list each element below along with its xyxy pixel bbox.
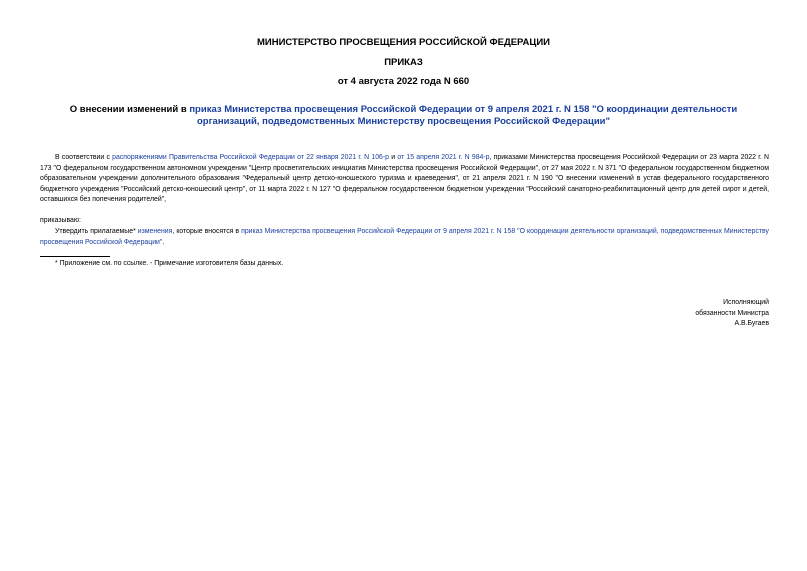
signature-line-2: обязанности Министра <box>695 309 769 317</box>
document-type: ПРИКАЗ <box>384 57 423 68</box>
footnote-divider <box>40 256 110 257</box>
approve-text-2: , которые вносятся в <box>172 228 242 235</box>
signature-block <box>695 298 769 330</box>
changes-link[interactable]: изменения <box>137 228 173 235</box>
title-order-link[interactable]: приказ Министерства просвещения Российской Федерации от 9 апреля 2021 г. N 158 "О координации деятельности организаций, подведомственных Министерству просвещения Российской Федерации" <box>189 104 738 127</box>
footnote: * Приложение см. по ссылке. - Примечание изготовителя базы данных. <box>55 260 284 267</box>
ministry-heading: МИНИСТЕРСТВО ПРОСВЕЩЕНИЯ РОССИЙСКОЙ ФЕДЕРАЦИИ <box>256 37 551 48</box>
title-prefix: О внесении изменений в <box>69 104 190 115</box>
government-orders-link[interactable]: распоряжениями Правительства Российской Федерации от 22 января 2021 г. N 106-р <box>112 154 389 161</box>
amended-order-link[interactable]: приказ Министерства просвещения Российской Федерации от 9 апреля 2021 г. N 158 "О координации деятельности организаций, подведомственных Министерству просвещения Российской Федерации" <box>40 228 769 246</box>
april-order-link[interactable]: от 15 апреля 2021 г. N 984-р <box>397 154 490 161</box>
document-date: от 4 августа 2022 года N 660 <box>337 76 470 87</box>
preamble-paragraph <box>40 153 769 206</box>
preamble-text-2: и <box>389 154 398 161</box>
document-title <box>40 104 767 128</box>
preamble-text-1: В соответствии с <box>55 154 113 161</box>
approve-text-1: Утвердить прилагаемые* <box>55 228 138 235</box>
approve-text-3: . <box>162 238 165 246</box>
signature-line-1: Исполняющий <box>723 299 769 306</box>
order-word: приказываю: <box>40 217 81 224</box>
preamble-text-3: , приказами Министерства просвещения Российской Федерации от 23 марта 2022 г. N 173 "О федеральном государственном автономном учреждении "Центр просветительских инициатив Министерства просвещения Российской Федерации", от 27 мая 2022 г. N 371 "О федеральном государственном бюджетном образовательном учреждении дополнительного образования "Федеральный центр детско-юношеского туризма и краеведения", от 21 апреля 2021 г. N 190 "О внесении изменений в устав федерального государственного бюджетного учреждения "Российский детско-юношеский центр", от 11 марта 2022 г. N 127 "О федеральном государственном бюджетном учреждении "Российский санаторно-реабилитационный центр для детей сирот и детей, оставшихся без попечения родителей", <box>40 154 770 204</box>
approve-paragraph <box>40 227 769 248</box>
signature-name: А.В.Бугаев <box>734 320 769 328</box>
